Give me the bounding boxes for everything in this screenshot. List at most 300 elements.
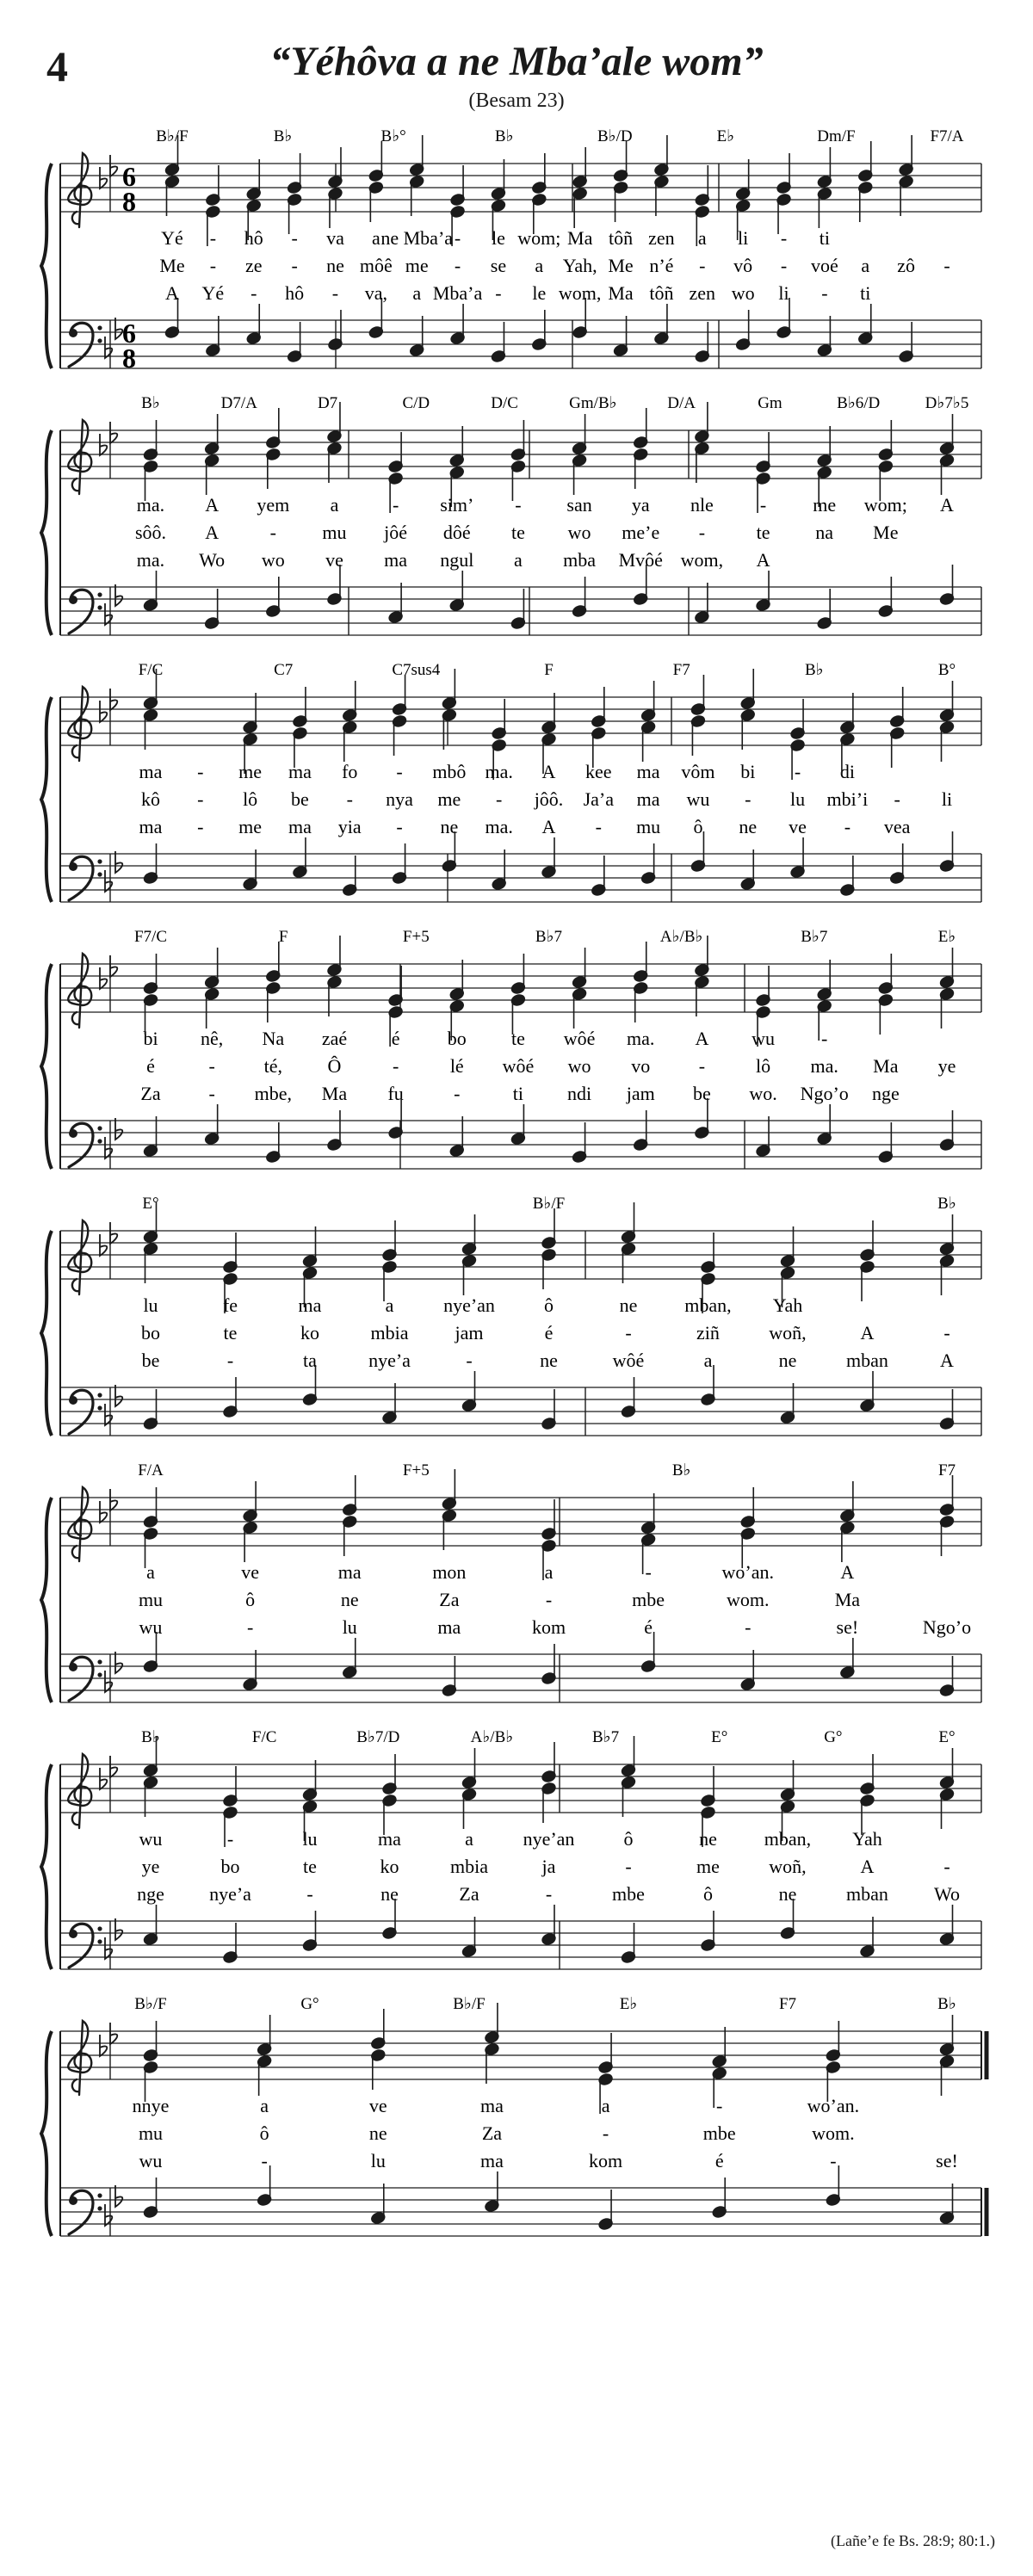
bass-clef-dot [97,1926,102,1930]
lyric-syllable: ja [541,1856,556,1877]
lyric-syllable: A [860,1856,875,1877]
lyric-syllable: Za [459,1883,479,1905]
lyric-syllable: - [197,816,204,837]
lyric-syllable: ô [623,1828,634,1850]
music-system [60,127,981,374]
lyric-syllable: ti [860,282,871,304]
lyric-syllable: tôñ [608,227,634,249]
chord-symbol: D7/A [220,394,257,412]
bass-clef-dot [69,1129,77,1138]
lyric-syllable: Ja’a [583,788,615,810]
lyric-syllable: yia [337,816,362,837]
bass-clef-dot [97,1405,102,1410]
lyric-syllable: Me [608,255,634,276]
treble-clef-icon [68,420,91,494]
chord-symbol: E° [711,1728,728,1746]
lyric-syllable: Ngo’o [922,1616,972,1638]
chord-symbol: B♭/F [453,1995,486,2013]
lyric-syllable: - [780,255,788,276]
lyric-syllable: fo [342,761,358,782]
lyric-syllable: ma [384,549,408,571]
flat-icon [105,337,112,358]
lyric-syllable: A [205,494,220,516]
lyric-syllable: te [303,1856,317,1877]
lyric-syllable: mbi’i [826,788,869,810]
lyric-syllable: - [226,1828,234,1850]
lyric-syllable: a [697,227,707,249]
lyric-syllable: ko [300,1322,319,1344]
lyric-syllable: va, [364,282,387,304]
lyric-syllable: ne [739,816,758,837]
lyric-syllable: Na [262,1028,285,1049]
chord-symbol: F7 [937,1461,956,1480]
lyric-syllable: - [454,1083,461,1104]
chord-symbol: F+5 [402,928,430,946]
flat-icon [115,1385,122,1406]
chord-symbol: B♭ [937,1195,956,1213]
lyric-syllable: a [371,227,380,249]
bass-clef-dot [97,325,102,330]
flat-icon [115,1118,122,1140]
lyric-syllable: lé [449,1055,464,1077]
chord-symbol: F [278,928,288,946]
time-signature-bottom: 8 [122,343,136,374]
lyric-syllable: zen [689,282,716,304]
lyric-syllable: - [830,2150,837,2171]
chord-symbol: B♭ [273,127,293,145]
lyric-syllable: ma [288,816,312,837]
lyric-syllable: - [821,1028,828,1049]
bass-clef-dot [69,1663,77,1671]
flat-icon [100,701,107,722]
lyric-syllable: - [698,1055,706,1077]
lyric-syllable: ti [819,227,831,249]
lyric-syllable: mban, [764,1828,812,1850]
lyric-syllable: A [541,761,556,782]
lyric-syllable: mba [563,549,597,571]
bass-clef-dot [97,338,102,343]
lyric-syllable: - [454,255,461,276]
lyric-syllable: ne [380,1883,399,1905]
lyric-syllable: wôé [563,1028,596,1049]
lyric-syllable: a [260,2095,269,2116]
system-brace [41,164,52,368]
lyric-syllable: yem [257,494,290,516]
lyric-syllable: ve [368,2095,387,2116]
lyric-syllable: voé [811,255,838,276]
flat-icon [105,1937,112,1959]
lyric-syllable: lu [302,1828,318,1850]
lyric-syllable: ne [778,1350,797,1371]
lyric-syllable: nye’a [368,1350,411,1371]
lyric-syllable: dôé [442,522,471,543]
lyric-syllable: - [716,2095,723,2116]
lyric-syllable: mbe [612,1883,645,1905]
bass-clef-dot [97,1672,102,1677]
chord-symbol: D♭7♭5 [925,394,969,412]
chord-symbol: F7/A [930,127,964,145]
lyric-syllable: ne [326,255,344,276]
lyric-syllable: kee [585,761,612,782]
lyric-syllable: Za [439,1589,460,1610]
lyric-syllable: Yah, [562,255,597,276]
lyric-syllable: le [532,282,547,304]
music-system [60,1728,981,1969]
lyric-syllable: se! [936,2150,958,2171]
lyric-syllable: bi [143,1028,158,1049]
flat-icon [100,2035,107,2056]
lyric-syllable: A [205,522,220,543]
lyric-syllable: - [392,1055,399,1077]
lyric-syllable: lu [370,2150,386,2171]
lyric-syllable: nê, [201,1028,224,1049]
lyric-syllable: A [940,494,954,516]
chord-symbol: C/D [402,394,430,412]
lyric-syllable: - [209,227,217,249]
lyric-syllable: môê [359,255,393,276]
lyric-syllable: - [291,227,298,249]
lyric-syllable: me [238,761,263,782]
lyric-syllable: Me [873,522,899,543]
lyric-syllable: - [699,255,706,276]
chord-symbol: C7 [274,661,294,679]
lyric-syllable: ma [288,761,312,782]
lyric-syllable: - [759,494,767,516]
flat-icon [100,1501,107,1523]
treble-clef-icon [68,1754,91,1828]
lyric-syllable: sôô. [134,522,167,543]
lyric-syllable: wu [139,2150,163,2171]
lyric-syllable: bo [447,1028,467,1049]
flat-icon [110,689,117,710]
lyric-syllable: bi [740,761,756,782]
lyric-syllable: lô [243,788,258,810]
lyric-syllable: wom. [727,1589,770,1610]
treble-clef-icon [68,687,91,761]
lyric-syllable: - [496,788,503,810]
lyric-syllable: - [269,522,276,543]
lyric-syllable: - [197,788,204,810]
chord-symbol: F/C [138,661,164,679]
lyric-syllable: ve [325,549,343,571]
music-system [60,394,981,635]
lyric-syllable: vea [883,816,911,837]
flat-icon [115,2185,122,2207]
lyric-syllable: Za [140,1083,161,1104]
chord-symbol: B♭7/D [356,1728,400,1746]
chord-symbol: Gm/B♭ [569,394,617,412]
lyric-syllable: - [545,1589,553,1610]
lyric-syllable: vôm [681,761,715,782]
chord-symbol: Gm [758,394,782,412]
lyric-syllable: mbia [370,1322,409,1344]
lyric-syllable: té, [263,1055,283,1077]
treble-clef-icon [68,1220,91,1294]
lyric-syllable: ma [479,2095,504,2116]
chord-symbol: E♭ [716,127,735,145]
lyric-syllable: A [860,1322,875,1344]
lyric-syllable: mbia [450,1856,488,1877]
lyric-syllable: ma [139,816,163,837]
bass-clef-dot [69,2196,77,2205]
lyric-syllable: A [165,282,179,304]
flat-icon [100,434,107,455]
chord-symbol: F7/C [133,928,168,946]
lyric-syllable: na [815,522,834,543]
lyric-syllable: - [251,282,257,304]
flat-icon [105,1137,112,1158]
flat-icon [115,584,122,606]
lyric-syllable: me [696,1856,720,1877]
lyric-syllable: - [745,788,752,810]
lyric-syllable: - [306,1883,313,1905]
lyric-syllable: ma. [485,816,513,837]
lyric-syllable: A [695,1028,709,1049]
system-brace [41,430,52,635]
lyric-syllable: jôé [384,522,408,543]
flat-icon [110,1756,117,1777]
lyric-syllable: - [943,1856,950,1877]
lyric-syllable: ma. [627,1028,655,1049]
chord-symbol: E° [938,1728,956,1746]
lyric-syllable: nye’a [209,1883,251,1905]
lyric-syllable: ne [340,1589,359,1610]
lyric-syllable: mu [138,1589,164,1610]
lyric-syllable: Mvôé [618,549,663,571]
chord-symbol: F [544,661,554,679]
lyric-syllable: hô [244,227,263,249]
chord-symbol: B♭7 [535,928,563,946]
treble-clef-icon [68,153,91,227]
lyric-syllable: ma [337,1561,362,1583]
lyric-syllable: é [544,1322,554,1344]
lyric-syllable: ze [244,255,263,276]
lyric-syllable: fe [222,1294,238,1316]
lyric-syllable: bo [220,1856,240,1877]
lyric-syllable: Yah [772,1294,803,1316]
time-signature-top: 6 [122,318,136,349]
chord-symbol: B♭/F [134,1995,167,2013]
lyric-syllable: wôé [612,1350,645,1371]
time-signature-top: 6 [122,161,136,192]
lyric-syllable: ma [298,1294,322,1316]
lyric-syllable: jam [626,1083,655,1104]
lyric-syllable: - [226,1350,234,1371]
lyric-syllable: - [794,761,801,782]
chord-symbol: B♭/F [156,127,189,145]
chord-symbol: G° [824,1728,843,1746]
lyric-syllable: wom, [680,549,724,571]
lyric-syllable: wo [731,282,755,304]
lyric-syllable: jôô. [534,788,564,810]
lyric-syllable: Wo [933,1883,961,1905]
lyric-syllable: ya [631,494,650,516]
lyric-syllable: A [541,816,556,837]
flat-icon [100,167,107,188]
flat-icon [105,870,112,892]
lyric-syllable: kô [141,788,160,810]
lyric-syllable: zaé [321,1028,348,1049]
chord-symbol: B♭ [141,1728,160,1746]
chord-symbol: B♭/D [597,127,633,145]
lyric-syllable: Yah [852,1828,882,1850]
lyric-syllable: ziñ [696,1322,720,1344]
lyric-syllable: kom [589,2150,623,2171]
lyric-syllable: nye’an [443,1294,495,1316]
scripture-reference: (Lañe’e fe Bs. 28:9; 80:1.) [831,2532,995,2549]
flat-icon [110,422,117,443]
lyric-syllable: sim’ [440,494,474,516]
lyric-syllable: a [514,549,523,571]
bass-clef-dot [97,605,102,609]
lyric-syllable: Za [481,2122,503,2144]
lyric-syllable: ne [619,1294,638,1316]
lyric-syllable: ta [303,1350,317,1371]
chord-symbol: B♭ [141,394,160,412]
lyric-syllable: ô [544,1294,554,1316]
lyric-syllable: a [385,1294,394,1316]
lyric-syllable: lu [790,788,806,810]
lyric-syllable: nye’an [523,1828,575,1850]
hymn-source: (Besam 23) [468,90,565,112]
lyric-syllable: ma [636,761,660,782]
chord-symbol: B♭7 [592,1728,620,1746]
lyric-syllable: be [693,1083,711,1104]
chord-symbol: G° [300,1995,319,2013]
lyric-syllable: a [465,1828,473,1850]
lyric-syllable: te [510,522,525,543]
lyric-syllable: ne [540,1350,558,1371]
lyric-syllable: mban [846,1350,888,1371]
flat-icon [115,1918,122,1940]
lyric-syllable: wo [567,1055,591,1077]
lyric-syllable: kom [531,1616,566,1638]
lyric-syllable: mu [322,522,347,543]
flat-icon [105,1671,112,1692]
lyric-syllable: ma [139,761,163,782]
lyric-syllable: ko [380,1856,399,1877]
lyric-syllable: Ma [873,1055,899,1077]
flat-icon [105,603,112,625]
chord-symbol: B♭ [937,1995,956,2013]
lyric-syllable: ve [789,816,807,837]
lyric-syllable: wu [686,788,710,810]
bass-clef-dot [69,862,77,871]
flat-icon [110,1489,117,1510]
lyric-syllable: li [778,282,789,304]
system-brace [41,697,52,902]
lyric-syllable: a [412,282,422,304]
lyric-syllable: wom. [812,2122,855,2144]
lyric-syllable: fu [387,1083,404,1104]
lyric-syllable: - [208,1083,215,1104]
lyric-syllable: tôñ [649,282,674,304]
flat-icon [100,967,107,989]
hymn-number: 4 [46,42,68,90]
lyric-syllable: ma. [810,1055,838,1077]
time-signature-bottom: 8 [122,186,136,217]
chord-symbol: B♭ [805,661,824,679]
lyric-syllable: - [208,1055,215,1077]
flat-icon [110,2023,117,2044]
lyric-syllable: ye [937,1055,956,1077]
bass-clef-dot [97,1139,102,1143]
lyric-syllable: mbe, [254,1083,293,1104]
flat-icon [110,1222,117,1244]
lyric-syllable: mbe [702,2122,736,2144]
lyric-syllable: te [510,1028,525,1049]
lyric-syllable: ma. [485,761,513,782]
lyric-syllable: lu [342,1616,357,1638]
lyric-syllable: ngul [440,549,474,571]
bass-clef-dot [97,872,102,876]
lyric-syllable: lô [755,1055,771,1077]
flat-icon [100,1234,107,1256]
lyric-syllable: be [291,788,309,810]
chord-symbol: B° [937,661,956,679]
lyric-syllable: ne [699,1828,717,1850]
lyric-syllable: A [840,1561,855,1583]
lyric-syllable: ve [241,1561,260,1583]
system-brace [41,2031,52,2236]
bass-clef-dot [97,592,102,596]
bass-clef-dot [69,1930,77,1938]
lyric-syllable: wo. [749,1083,777,1104]
lyric-syllable: wôé [502,1055,535,1077]
lyric-syllable: vo [631,1055,651,1077]
lyric-syllable: di [839,761,855,782]
lyric-syllable: wo [261,549,285,571]
lyric-syllable: - [943,1322,950,1344]
lyric-syllable: - [246,1616,254,1638]
lyric-syllable: - [392,494,399,516]
lyric-syllable: mon [432,1561,467,1583]
lyric-syllable: a [601,2095,610,2116]
system-brace [41,1498,52,1702]
lyric-syllable: woñ, [769,1856,807,1877]
lyric-syllable: é [146,1055,155,1077]
lyric-syllable: ma [636,788,660,810]
chord-symbol: A♭/B♭ [470,1728,514,1746]
lyric-syllable: - [780,227,788,249]
system-brace [41,964,52,1169]
lyric-syllable: a [146,1561,155,1583]
lyric-syllable: n’é [649,255,674,276]
lyric-syllable: ti [512,1083,524,1104]
lyric-syllable: ô [703,1883,713,1905]
lyric-syllable: Yé [201,282,225,304]
lyric-syllable: Ma [321,1083,348,1104]
lyric-syllable: - [625,1322,632,1344]
music-system [60,928,981,1169]
lyric-syllable: ne [778,1883,797,1905]
flat-icon [105,2204,112,2226]
chord-symbol: B♭ [494,127,514,145]
chord-symbol: D/A [667,394,696,412]
lyric-syllable: - [698,522,706,543]
lyric-syllable: se! [836,1616,859,1638]
flat-icon [115,1652,122,1673]
lyric-syllable: - [291,255,298,276]
bass-clef-dot [97,1126,102,1130]
chord-symbol: D/C [491,394,518,412]
lyric-syllable: le [492,227,505,249]
lyric-syllable: a [703,1350,713,1371]
lyric-syllable: se [490,255,507,276]
lyric-syllable: va [326,227,344,249]
music-system [60,1461,981,1702]
lyric-syllable: ma. [136,494,165,516]
